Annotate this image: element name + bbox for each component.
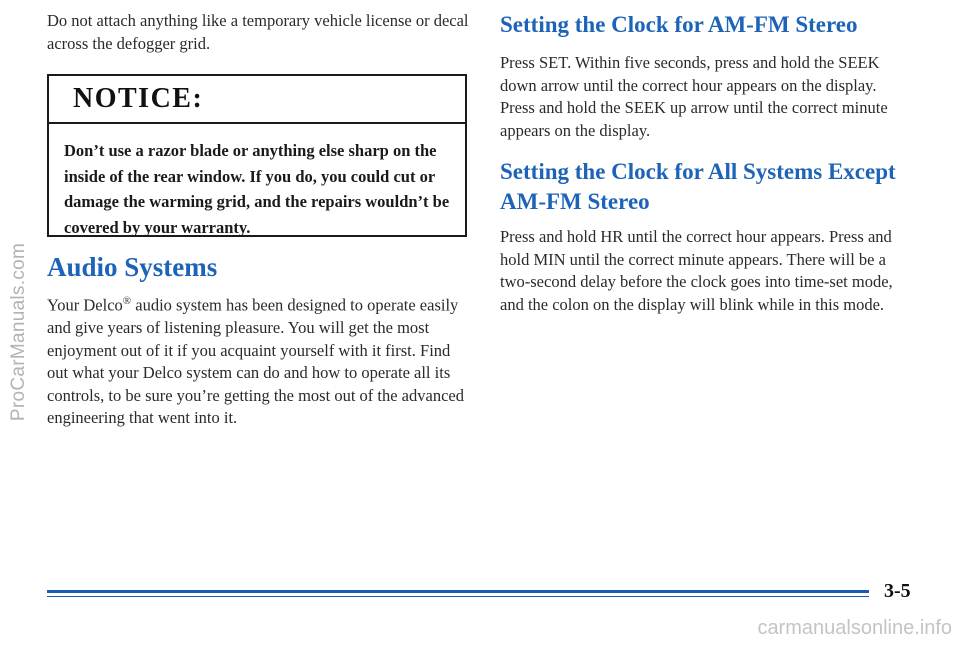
clock-am-fm-body: Press SET. Within five seconds, press and hold the SEEK down arrow until the correct hour appears on the display. Press and hold the SEEK up arrow until the correct minute appears on the display.: [500, 53, 888, 140]
clock-all-systems-body: Press and hold HR until the correct hour appears. Press and hold MIN until the correct minute appears. There will be a two-second delay before the clock goes into time-set mode, and the colon on the display will blink while in this mode.: [500, 227, 893, 314]
watermark-carmanualsonline: carmanualsonline.info: [757, 617, 952, 639]
audio-body-start: Your Delco: [47, 295, 123, 315]
notice-box: [47, 74, 467, 237]
right-column: [500, 10, 915, 316]
left-column: [47, 10, 472, 55]
audio-systems-body: [47, 290, 472, 430]
registered-mark: ®: [122, 295, 132, 307]
footer-rule-thin: [47, 596, 869, 597]
intro-paragraph: Do not attach anything like a temporary vehicle license or decal across the defogger grid.: [47, 11, 469, 53]
notice-header: [49, 76, 465, 124]
footer-rule-thick: [47, 590, 869, 593]
notice-heading: NOTICE:: [73, 83, 204, 114]
watermark-procarmanuals: ProCarManuals.com: [8, 242, 29, 422]
notice-text: Don’t use a razor blade or anything else sharp on the inside of the rear window. If you do, you could cut or damage the warming grid, and the repairs wouldn’t be covered by your warranty.: [64, 141, 450, 237]
clock-all-systems-title: Setting the Clock for All Systems Except AM-FM Stereo: [500, 159, 896, 214]
audio-body-rest: audio system has been designed to operate easily and give years of listening pleasure. You will get the most enjoyment out of it if you acquaint yourself with it first. Find out what your Delco system can do and how to operate all its controls, to be sure you’re getting the most out of the advanced engineering that went into it.: [47, 295, 464, 427]
clock-am-fm-title: Setting the Clock for AM-FM Stereo: [500, 12, 858, 37]
audio-systems-title: Audio Systems: [47, 252, 218, 282]
page-number: 3-5: [884, 580, 911, 602]
